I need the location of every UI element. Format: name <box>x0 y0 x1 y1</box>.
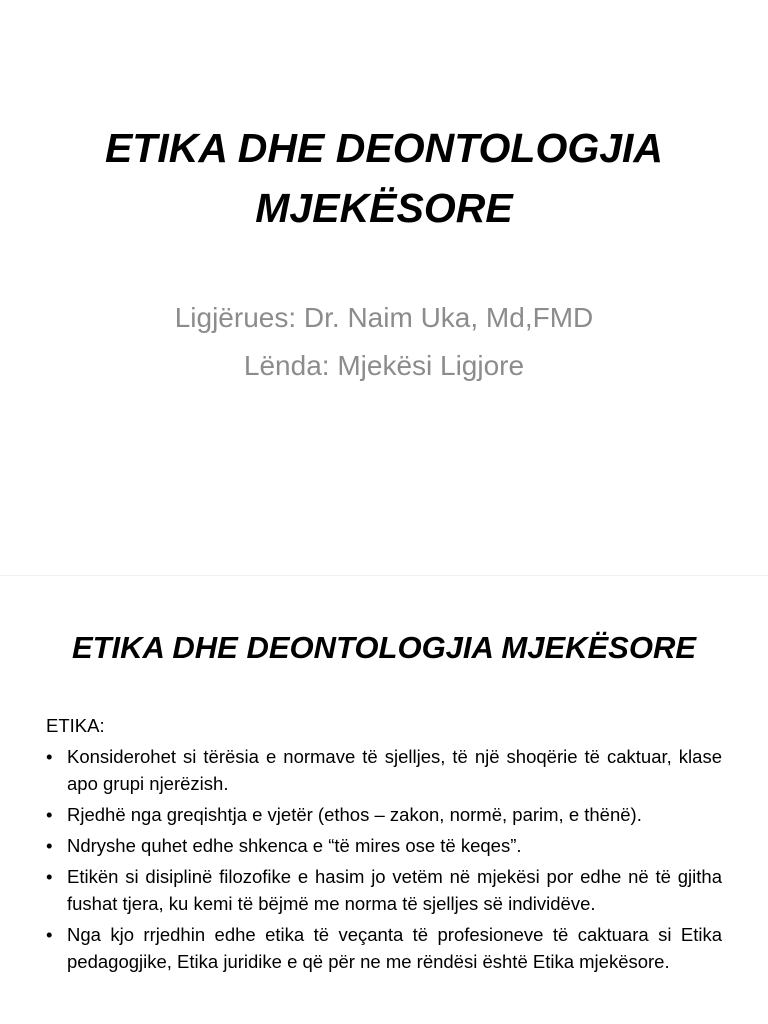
list-item-text: Nga kjo rrjedhin edhe etika të veçanta të profesioneve të caktuara si Etika pedagogjike, Etika juridike e që për ne me rëndësi është Etika mjekësore. <box>67 924 722 972</box>
section-heading: ETIKA: <box>46 715 105 736</box>
list-item <box>46 801 722 828</box>
lecturer-subtitle: Ligjërues: Dr. Naim Uka, Md,FMD <box>174 302 594 333</box>
list-item-text: Rjedhë nga greqishtja e vjetër (ethos – zakon, normë, parim, e thënë). <box>67 804 642 825</box>
bullet-icon: • <box>46 804 53 825</box>
list-item <box>46 921 722 975</box>
slide-content <box>0 576 768 1024</box>
slide-title-heading <box>40 118 728 238</box>
bullet-icon: • <box>46 835 53 856</box>
list-item <box>46 863 722 917</box>
slide-body <box>46 712 722 975</box>
slide-content-title: ETIKA DHE DEONTOLOGJIA MJEKËSORE <box>71 630 697 665</box>
bullet-list <box>46 743 722 975</box>
title-line-1: ETIKA DHE DEONTOLOGJIA <box>104 125 664 171</box>
title-line-2: MJEKËSORE <box>255 185 513 231</box>
bullet-icon: • <box>46 746 53 767</box>
list-item-text: Etikën si disiplinë filozofike e hasim jo vetëm në mjekësi por edhe në të gjitha fushat tjera, ku kemi të bëjmë me norma të sjelljes së individëve. <box>67 866 722 914</box>
list-item-text: Konsiderohet si tërësia e normave të sjelljes, të një shoqërie të caktuar, klase apo grupi njerëzish. <box>67 746 722 794</box>
bullet-icon: • <box>46 924 53 945</box>
list-item-text: Ndryshe quhet edhe shkenca e “të mires ose të keqes”. <box>67 835 522 856</box>
subject-subtitle: Lënda: Mjekësi Ligjore <box>243 350 525 381</box>
list-item <box>46 743 722 797</box>
list-item <box>46 832 722 859</box>
bullet-icon: • <box>46 866 53 887</box>
